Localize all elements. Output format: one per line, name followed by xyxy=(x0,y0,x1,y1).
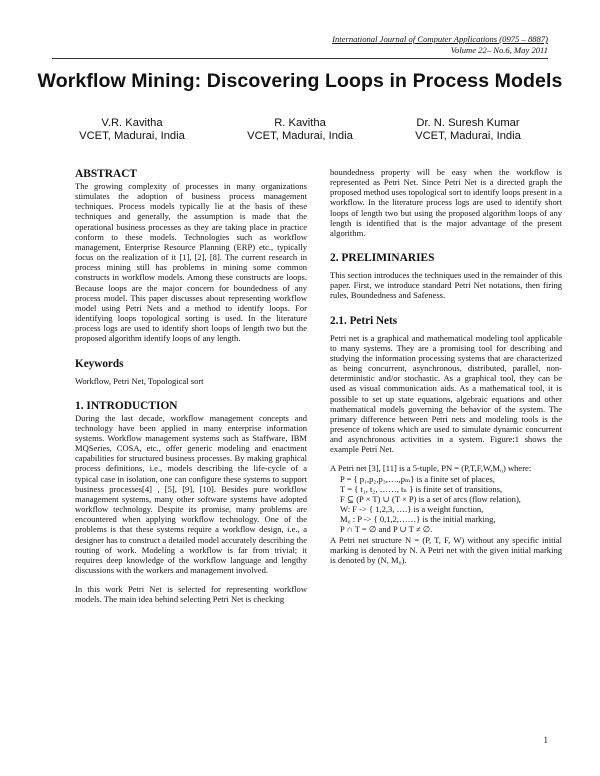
author-block xyxy=(52,117,212,143)
author-name: V.R. Kavitha xyxy=(101,117,163,129)
preliminaries-text: This section introduces the techniques used in the remainder of this paper. First, we introduce standard Petri Net notations, then firing rules, Boundedness and Safeness. xyxy=(330,270,562,301)
petri-nets-text: Petri net is a graphical and mathematical modeling tool applicable to many systems. They are a promising tool for describing and studying the information processing systems that are characterized as being concurrent, asynchronous, distributed, parallel, non-deterministic and/or stochastic. As a graphical tool, they can be used as visual communication aids. As a mathematical tool, it is possible to set up state equations, algebraic equations and other mathematical models governing the behavior of the system. The primary difference between Petri nets and modeling tools is the presence of tokens which are used to simulate dynamic concurrent and asynchronous activities in a system. Figure:1 shows the example Petri Net. xyxy=(330,332,562,455)
header-rule xyxy=(52,58,548,59)
definition-item: W: F -> { 1,2,3, ….} is a weight function, xyxy=(340,504,484,515)
paper-title: Workflow Mining: Discovering Loops in Process Models xyxy=(37,70,563,92)
definition-item: P ∩ T = ∅ and P ∪ T ≠ ∅. xyxy=(340,524,433,535)
definition-item: F ⊆ (P × T) ∪ (T × P) is a set of arcs (flow relation), xyxy=(340,493,521,504)
author-name: Dr. N. Suresh Kumar xyxy=(416,117,520,129)
journal-name: International Journal of Computer Applications (0975 – 8887) xyxy=(332,34,548,44)
journal-header xyxy=(332,34,548,56)
author-affiliation: VCET, Madurai, India xyxy=(247,130,353,142)
continued-paragraph: boundedness property will be easy when the workflow is represented as Petri Net. Since Petri Net is a directed graph the proposed method uses topological sort to identify loops present in a workflow. In the literature process logs are used to identify short loops of length two but using the proposed algorithm loops of any length is identified that is the major advantage of the present algorithm. xyxy=(330,167,562,238)
author-block xyxy=(388,117,548,143)
definition-list xyxy=(330,474,562,535)
abstract-heading: ABSTRACT xyxy=(75,168,138,180)
volume-info: Volume 22– No.6, May 2011 xyxy=(450,45,548,55)
preliminaries-heading: 2. PRELIMINARIES xyxy=(330,252,435,265)
page-number: 1 xyxy=(543,735,548,745)
introduction-heading: 1. INTRODUCTION xyxy=(75,399,178,412)
author-affiliation: VCET, Madurai, India xyxy=(415,130,521,142)
petri-nets-heading: 2.1. Petri Nets xyxy=(330,314,398,327)
author-block xyxy=(220,117,380,143)
definition-item: T = { t₁, t₂, ……, tₙ } is finite set of transitions, xyxy=(340,483,503,494)
author-name: R. Kavitha xyxy=(274,117,326,129)
keywords-heading: Keywords xyxy=(75,357,124,370)
introduction-paragraph: During the last decade, workflow management concepts and technology have been applied in many enterprise information systems. Workflow management systems such as Staffware, IBM MQSeries, COSA, etc., offer generic modeling and enactment capabilities for structured business processes. By making graphical process definitions, i.e., models describing the life-cycle of a typical case in isolation, one can configure these systems to support business processes[4] , [5], [9], [10]. Besides pure workflow management systems, many other software systems have adopted workflow technology. Despite its promise, many problems are encountered when applying workflow technology. One of the problems is that these systems require a workflow design, i.e., a designer has to construct a detailed model accurately describing the routing of work. Modeling a workflow is far from trivial; it requires deep knowledge of the workflow language and lengthy discussions with the workers and management involved. xyxy=(75,412,307,575)
definition-closing: A Petri net structure N = (P, T, F, W) without any specific initial marking is denoted by N. A Petri net with the given initial marking is denoted by (N, M₀). xyxy=(330,534,562,565)
definition-item: M₀ : P -> { 0,1,2,……} is the initial marking, xyxy=(340,514,496,525)
abstract-text: The growing complexity of processes in many organizations stimulates the adoption of business process management techniques. Process models typically lie at the basis of these techniques and generally, the assumption is made that the operational business processes as they are taking place in practice conform to these models. Technologies such as workflow management, Enterprise Resource Planning (ERP) etc., typically focus on the realization of it [1], [2], [8]. The current research in process mining still has problems in mining some common constructs in workflow models. Among these constructs are loops. Because loops are the major concern for boundedness of any process model. This paper discusses about representing workflow model using Petri Nets and a method to identify loops. For identifying loops topological sorting is used. In the literature process logs are used to identify short loops of length two but the proposed algorithm identify loops of any length. xyxy=(75,181,307,344)
author-affiliation: VCET, Madurai, India xyxy=(79,130,185,142)
right-column xyxy=(330,167,562,565)
left-column xyxy=(75,167,307,604)
author-list xyxy=(52,117,548,143)
introduction-paragraph: In this work Petri Net is selected for representing workflow models. The main idea behind selecting Petri Net is checking xyxy=(75,584,307,605)
definition-intro: A Petri net [3], [11] is a 5-tuple, PN = (P,T,F,W,M₀) where: xyxy=(330,463,532,474)
definition-item: P = { p₁,p₂,p₃,….,pₘ} is a finite set of places, xyxy=(340,473,495,484)
keywords-text: Workflow, Petri Net, Topological sort xyxy=(75,375,204,386)
